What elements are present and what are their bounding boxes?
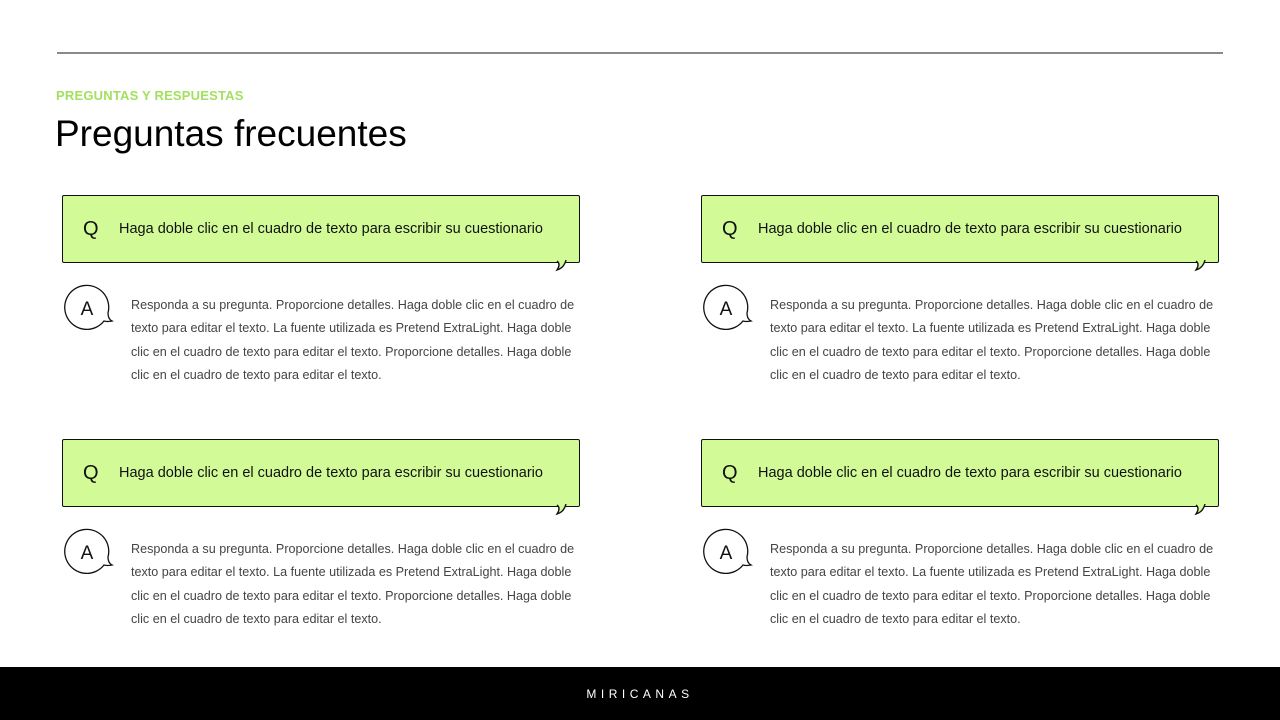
faq-item bbox=[62, 195, 580, 383]
top-divider bbox=[57, 52, 1223, 54]
question-box[interactable] bbox=[701, 195, 1219, 263]
question-text[interactable]: Haga doble clic en el cuadro de texto para escribir su cuestionario bbox=[119, 465, 543, 481]
answer-bubble-icon bbox=[703, 283, 753, 333]
faq-item bbox=[62, 439, 580, 627]
speech-tail-icon bbox=[1194, 260, 1208, 272]
answer-text[interactable]: Responda a su pregunta. Proporcione detalles. Haga doble clic en el cuadro de texto para editar el texto. La fuente utilizada es Pretend ExtraLight. Haga doble clic en el cuadro de texto para editar el texto. Proporcione detalles. Haga doble clic en el cuadro de texto para editar el texto. bbox=[131, 298, 575, 382]
question-box[interactable] bbox=[62, 439, 580, 507]
question-box[interactable] bbox=[701, 439, 1219, 507]
answer-bubble-icon bbox=[64, 283, 114, 333]
speech-tail-icon bbox=[555, 260, 569, 272]
footer bbox=[0, 667, 1280, 720]
answer-mark: A bbox=[80, 543, 94, 564]
question-box[interactable] bbox=[62, 195, 580, 263]
faq-item bbox=[701, 439, 1219, 627]
brand-name: MIRICANAS bbox=[586, 686, 694, 701]
answer-text[interactable]: Responda a su pregunta. Proporcione detalles. Haga doble clic en el cuadro de texto para editar el texto. La fuente utilizada es Pretend ExtraLight. Haga doble clic en el cuadro de texto para editar el texto. Proporcione detalles. Haga doble clic en el cuadro de texto para editar el texto. bbox=[770, 542, 1214, 626]
question-mark: Q bbox=[722, 461, 738, 484]
speech-tail-icon bbox=[555, 504, 569, 516]
page-title: Preguntas frecuentes bbox=[55, 113, 407, 154]
speech-tail-icon bbox=[1194, 504, 1208, 516]
answer-bubble-icon bbox=[703, 527, 753, 577]
section-eyebrow: PREGUNTAS Y RESPUESTAS bbox=[56, 88, 244, 103]
answer-mark: A bbox=[719, 299, 733, 320]
question-mark: Q bbox=[83, 461, 99, 484]
answer-mark: A bbox=[80, 299, 94, 320]
question-text[interactable]: Haga doble clic en el cuadro de texto para escribir su cuestionario bbox=[119, 221, 543, 237]
question-text[interactable]: Haga doble clic en el cuadro de texto para escribir su cuestionario bbox=[758, 465, 1182, 481]
answer-text[interactable]: Responda a su pregunta. Proporcione detalles. Haga doble clic en el cuadro de texto para editar el texto. La fuente utilizada es Pretend ExtraLight. Haga doble clic en el cuadro de texto para editar el texto. Proporcione detalles. Haga doble clic en el cuadro de texto para editar el texto. bbox=[770, 298, 1214, 382]
question-mark: Q bbox=[83, 217, 99, 240]
faq-item bbox=[701, 195, 1219, 383]
answer-bubble-icon bbox=[64, 527, 114, 577]
answer-text[interactable]: Responda a su pregunta. Proporcione detalles. Haga doble clic en el cuadro de texto para editar el texto. La fuente utilizada es Pretend ExtraLight. Haga doble clic en el cuadro de texto para editar el texto. Proporcione detalles. Haga doble clic en el cuadro de texto para editar el texto. bbox=[131, 542, 575, 626]
question-mark: Q bbox=[722, 217, 738, 240]
question-text[interactable]: Haga doble clic en el cuadro de texto para escribir su cuestionario bbox=[758, 221, 1182, 237]
answer-mark: A bbox=[719, 543, 733, 564]
